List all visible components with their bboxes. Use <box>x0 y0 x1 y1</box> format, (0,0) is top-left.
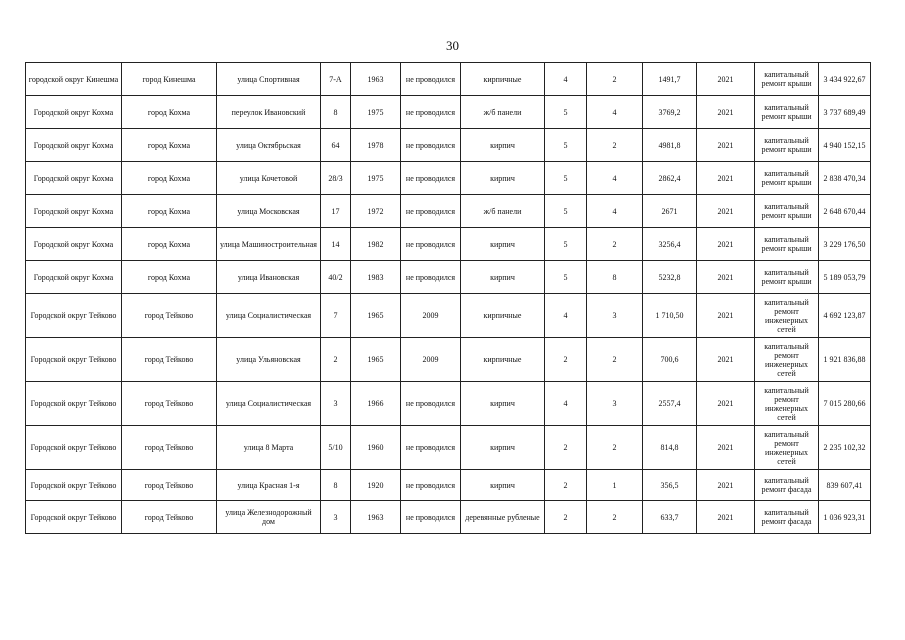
table-row <box>26 96 871 129</box>
floors-cell: 5 <box>545 228 587 261</box>
wall-material-cell: кирпич <box>461 261 545 294</box>
table-row <box>26 294 871 338</box>
work-type-cell: капитальный ремонт крыши <box>755 63 819 96</box>
street-cell: улица 8 Марта <box>217 426 321 470</box>
work-type-cell: капитальный ремонт крыши <box>755 228 819 261</box>
table-row <box>26 382 871 426</box>
wall-material-cell: кирпич <box>461 426 545 470</box>
entrances-cell: 2 <box>587 228 643 261</box>
settlement-cell: город Тейково <box>122 426 217 470</box>
table-row <box>26 501 871 534</box>
street-cell: улица Ульяновская <box>217 338 321 382</box>
entrances-cell: 4 <box>587 195 643 228</box>
floors-cell: 5 <box>545 195 587 228</box>
area-cell: 3256,4 <box>643 228 697 261</box>
settlement-cell: город Кохма <box>122 195 217 228</box>
house-number-cell: 17 <box>321 195 351 228</box>
work-type-cell: капитальный ремонт инженерных сетей <box>755 382 819 426</box>
street-cell: улица Железнодорожный дом <box>217 501 321 534</box>
settlement-cell: город Тейково <box>122 382 217 426</box>
last-repair-cell: не проводился <box>401 195 461 228</box>
cost-cell: 4 940 152,15 <box>819 129 871 162</box>
year-built-cell: 1972 <box>351 195 401 228</box>
plan-year-cell: 2021 <box>697 129 755 162</box>
plan-year-cell: 2021 <box>697 228 755 261</box>
street-cell: улица Спортивная <box>217 63 321 96</box>
municipality-cell: Городской округ Тейково <box>26 294 122 338</box>
settlement-cell: город Кинешма <box>122 63 217 96</box>
area-cell: 1 710,50 <box>643 294 697 338</box>
table-row <box>26 195 871 228</box>
municipality-cell: Городской округ Кохма <box>26 195 122 228</box>
cost-cell: 2 235 102,32 <box>819 426 871 470</box>
street-cell: улица Кочетовой <box>217 162 321 195</box>
municipality-cell: Городской округ Кохма <box>26 96 122 129</box>
cost-cell: 5 189 053,79 <box>819 261 871 294</box>
wall-material-cell: кирпичные <box>461 338 545 382</box>
area-cell: 2557,4 <box>643 382 697 426</box>
cost-cell: 2 648 670,44 <box>819 195 871 228</box>
cost-cell: 3 229 176,50 <box>819 228 871 261</box>
settlement-cell: город Кохма <box>122 96 217 129</box>
settlement-cell: город Кохма <box>122 228 217 261</box>
settlement-cell: город Кохма <box>122 129 217 162</box>
plan-year-cell: 2021 <box>697 96 755 129</box>
floors-cell: 5 <box>545 162 587 195</box>
year-built-cell: 1978 <box>351 129 401 162</box>
year-built-cell: 1983 <box>351 261 401 294</box>
cost-cell: 1 921 836,88 <box>819 338 871 382</box>
last-repair-cell: не проводился <box>401 96 461 129</box>
wall-material-cell: кирпич <box>461 129 545 162</box>
entrances-cell: 2 <box>587 338 643 382</box>
last-repair-cell: не проводился <box>401 501 461 534</box>
work-type-cell: капитальный ремонт фасада <box>755 501 819 534</box>
house-number-cell: 3 <box>321 382 351 426</box>
page-number: 30 <box>446 38 459 53</box>
area-cell: 1491,7 <box>643 63 697 96</box>
year-built-cell: 1975 <box>351 162 401 195</box>
table-body <box>26 63 871 534</box>
house-number-cell: 3 <box>321 501 351 534</box>
plan-year-cell: 2021 <box>697 470 755 501</box>
last-repair-cell: не проводился <box>401 382 461 426</box>
floors-cell: 4 <box>545 294 587 338</box>
house-number-cell: 8 <box>321 470 351 501</box>
work-type-cell: капитальный ремонт крыши <box>755 261 819 294</box>
entrances-cell: 2 <box>587 501 643 534</box>
work-type-cell: капитальный ремонт крыши <box>755 96 819 129</box>
entrances-cell: 3 <box>587 294 643 338</box>
street-cell: переулок Ивановский <box>217 96 321 129</box>
municipality-cell: Городской округ Кохма <box>26 228 122 261</box>
cost-cell: 3 737 689,49 <box>819 96 871 129</box>
last-repair-cell: не проводился <box>401 426 461 470</box>
wall-material-cell: ж/б панели <box>461 96 545 129</box>
work-type-cell: капитальный ремонт инженерных сетей <box>755 294 819 338</box>
year-built-cell: 1963 <box>351 63 401 96</box>
floors-cell: 4 <box>545 63 587 96</box>
municipality-cell: Городской округ Тейково <box>26 426 122 470</box>
year-built-cell: 1975 <box>351 96 401 129</box>
table-row <box>26 261 871 294</box>
municipality-cell: Городской округ Кохма <box>26 129 122 162</box>
house-number-cell: 7 <box>321 294 351 338</box>
table-row <box>26 338 871 382</box>
house-number-cell: 28/3 <box>321 162 351 195</box>
street-cell: улица Социалистическая <box>217 294 321 338</box>
street-cell: улица Социалистическая <box>217 382 321 426</box>
year-built-cell: 1960 <box>351 426 401 470</box>
cost-cell: 7 015 280,66 <box>819 382 871 426</box>
settlement-cell: город Тейково <box>122 294 217 338</box>
year-built-cell: 1920 <box>351 470 401 501</box>
plan-year-cell: 2021 <box>697 195 755 228</box>
area-cell: 814,8 <box>643 426 697 470</box>
floors-cell: 2 <box>545 426 587 470</box>
entrances-cell: 3 <box>587 382 643 426</box>
work-type-cell: капитальный ремонт инженерных сетей <box>755 338 819 382</box>
last-repair-cell: не проводился <box>401 162 461 195</box>
entrances-cell: 8 <box>587 261 643 294</box>
entrances-cell: 1 <box>587 470 643 501</box>
last-repair-cell: не проводился <box>401 228 461 261</box>
plan-year-cell: 2021 <box>697 426 755 470</box>
settlement-cell: город Тейково <box>122 470 217 501</box>
table-row <box>26 162 871 195</box>
year-built-cell: 1965 <box>351 294 401 338</box>
floors-cell: 2 <box>545 501 587 534</box>
area-cell: 356,5 <box>643 470 697 501</box>
wall-material-cell: ж/б панели <box>461 195 545 228</box>
street-cell: улица Красная 1-я <box>217 470 321 501</box>
wall-material-cell: кирпичные <box>461 63 545 96</box>
cost-cell: 4 692 123,87 <box>819 294 871 338</box>
plan-year-cell: 2021 <box>697 261 755 294</box>
settlement-cell: город Кохма <box>122 261 217 294</box>
wall-material-cell: деревянные рубленые <box>461 501 545 534</box>
entrances-cell: 4 <box>587 96 643 129</box>
floors-cell: 5 <box>545 129 587 162</box>
last-repair-cell: не проводился <box>401 63 461 96</box>
last-repair-cell: не проводился <box>401 261 461 294</box>
floors-cell: 5 <box>545 96 587 129</box>
year-built-cell: 1965 <box>351 338 401 382</box>
area-cell: 633,7 <box>643 501 697 534</box>
cost-cell: 1 036 923,31 <box>819 501 871 534</box>
municipality-cell: Городской округ Кохма <box>26 162 122 195</box>
area-cell: 3769,2 <box>643 96 697 129</box>
area-cell: 2671 <box>643 195 697 228</box>
entrances-cell: 4 <box>587 162 643 195</box>
wall-material-cell: кирпич <box>461 228 545 261</box>
street-cell: улица Октябрьская <box>217 129 321 162</box>
last-repair-cell: не проводился <box>401 470 461 501</box>
cost-cell: 3 434 922,67 <box>819 63 871 96</box>
plan-year-cell: 2021 <box>697 501 755 534</box>
entrances-cell: 2 <box>587 426 643 470</box>
municipality-cell: Городской округ Тейково <box>26 382 122 426</box>
table-row <box>26 228 871 261</box>
house-number-cell: 14 <box>321 228 351 261</box>
work-type-cell: капитальный ремонт крыши <box>755 129 819 162</box>
entrances-cell: 2 <box>587 63 643 96</box>
table-row <box>26 63 871 96</box>
work-type-cell: капитальный ремонт крыши <box>755 195 819 228</box>
plan-year-cell: 2021 <box>697 382 755 426</box>
settlement-cell: город Тейково <box>122 501 217 534</box>
floors-cell: 5 <box>545 261 587 294</box>
work-type-cell: капитальный ремонт инженерных сетей <box>755 426 819 470</box>
street-cell: улица Машиностроительная <box>217 228 321 261</box>
plan-year-cell: 2021 <box>697 294 755 338</box>
cost-cell: 839 607,41 <box>819 470 871 501</box>
floors-cell: 2 <box>545 338 587 382</box>
wall-material-cell: кирпич <box>461 470 545 501</box>
area-cell: 2862,4 <box>643 162 697 195</box>
area-cell: 700,6 <box>643 338 697 382</box>
municipality-cell: Городской округ Тейково <box>26 501 122 534</box>
house-number-cell: 5/10 <box>321 426 351 470</box>
street-cell: улица Ивановская <box>217 261 321 294</box>
floors-cell: 4 <box>545 382 587 426</box>
house-number-cell: 64 <box>321 129 351 162</box>
settlement-cell: город Тейково <box>122 338 217 382</box>
area-cell: 4981,8 <box>643 129 697 162</box>
municipality-cell: городской округ Кинешма <box>26 63 122 96</box>
municipality-cell: Городской округ Тейково <box>26 338 122 382</box>
house-number-cell: 8 <box>321 96 351 129</box>
settlement-cell: город Кохма <box>122 162 217 195</box>
municipality-cell: Городской округ Тейково <box>26 470 122 501</box>
table-row <box>26 470 871 501</box>
housing-repair-table <box>25 62 871 534</box>
floors-cell: 2 <box>545 470 587 501</box>
wall-material-cell: кирпичные <box>461 294 545 338</box>
entrances-cell: 2 <box>587 129 643 162</box>
table-row <box>26 129 871 162</box>
year-built-cell: 1966 <box>351 382 401 426</box>
plan-year-cell: 2021 <box>697 63 755 96</box>
wall-material-cell: кирпич <box>461 162 545 195</box>
house-number-cell: 40/2 <box>321 261 351 294</box>
year-built-cell: 1982 <box>351 228 401 261</box>
plan-year-cell: 2021 <box>697 338 755 382</box>
table-row <box>26 426 871 470</box>
street-cell: улица Московская <box>217 195 321 228</box>
house-number-cell: 7-А <box>321 63 351 96</box>
area-cell: 5232,8 <box>643 261 697 294</box>
municipality-cell: Городской округ Кохма <box>26 261 122 294</box>
house-number-cell: 2 <box>321 338 351 382</box>
last-repair-cell: 2009 <box>401 294 461 338</box>
wall-material-cell: кирпич <box>461 382 545 426</box>
last-repair-cell: не проводился <box>401 129 461 162</box>
year-built-cell: 1963 <box>351 501 401 534</box>
plan-year-cell: 2021 <box>697 162 755 195</box>
last-repair-cell: 2009 <box>401 338 461 382</box>
work-type-cell: капитальный ремонт фасада <box>755 470 819 501</box>
cost-cell: 2 838 470,34 <box>819 162 871 195</box>
work-type-cell: капитальный ремонт крыши <box>755 162 819 195</box>
